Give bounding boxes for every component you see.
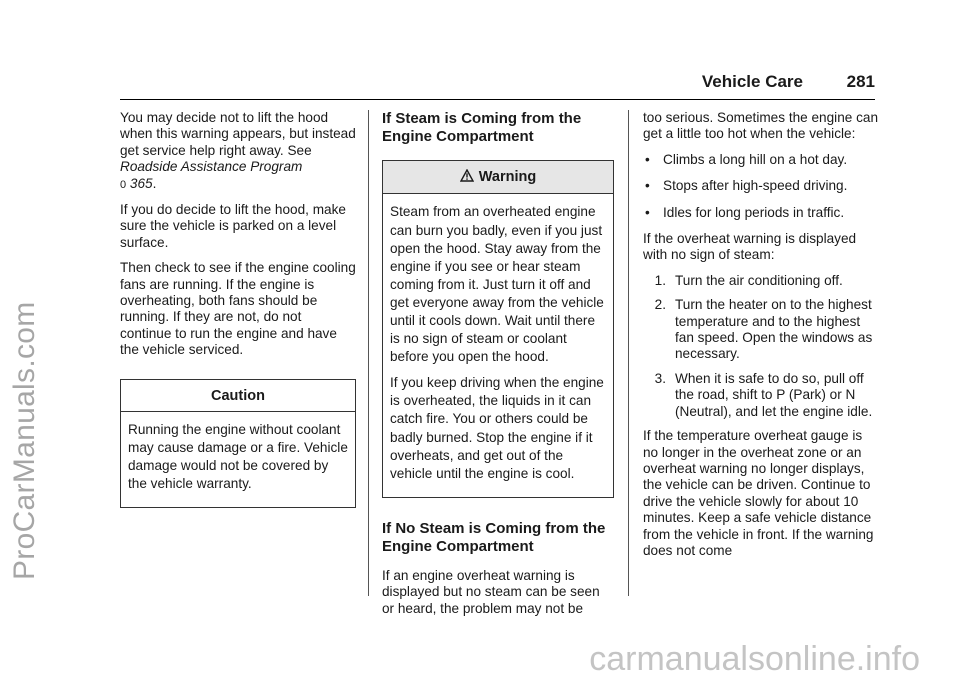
list-item: • Idles for long periods in traffic. — [645, 204, 845, 220]
list-item: • Climbs a long hill on a hot day. — [645, 151, 848, 167]
page-ref-icon: 0 — [120, 178, 127, 191]
warning-body: Steam from an overheated engine can burn you badly, even if you just open the hood. Stay away from the engine if you see or hear steam coming from it. Just turn it off and get everyone away from the vehicle until it cools down. Wait until there is no sign of steam or coolant before you open the hood. If you keep driving when the engine is overheated, the liquids in it can catch fire. You or others could be badly burned. Stop the engine if it overheats, and get out of the vehicle until the engine is cool. — [390, 204, 604, 481]
section-heading: If Steam is Coming from the Engine Compartment — [382, 110, 582, 145]
page-header — [120, 70, 875, 100]
numbered-step: 2. Turn the heater on to the highest temperature and to the highest fan speed. Open the windows as necessary. — [654, 297, 873, 362]
paragraph: too serious. Sometimes the engine can get a little too hot when the vehicle: — [643, 110, 879, 142]
bottom-watermark: carmanualsonline.info — [589, 640, 920, 678]
page-ref-number[interactable]: 365 — [129, 175, 153, 191]
warning-title: Warning — [478, 169, 537, 185]
column-right — [643, 110, 879, 568]
section-heading: If No Steam is Coming from the Engine Compartment — [382, 519, 606, 555]
warning-triangle-icon — [460, 169, 474, 186]
paragraph: Then check to see if the engine cooling fans are running. If the engine is overheating, both fans should be running. If they are not, do not continue to run the engine and have the vehicle serviced. — [120, 260, 356, 358]
section-title: Vehicle Care — [701, 72, 803, 91]
paragraph: If the overheat warning is displayed with no sign of steam: — [643, 231, 857, 263]
warning-box — [382, 160, 614, 498]
warning-header — [383, 161, 613, 194]
numbered-step: 1. Turn the air conditioning off. — [654, 272, 843, 288]
paragraph: If an engine overheat warning is displayed but no steam can be seen or heard, the problem may not be — [382, 567, 600, 616]
side-watermark: ProCarManuals.com — [8, 301, 41, 580]
column-divider — [368, 110, 369, 596]
header-rule — [120, 99, 875, 100]
paragraph: You may decide not to lift the hood when this warning appears, but instead get service help right away. See Roadside Assistance Program 0 365. — [120, 110, 356, 191]
column-left — [120, 110, 356, 530]
roadside-assistance-link[interactable]: Roadside Assistance Program — [120, 159, 303, 175]
numbered-step: 3. When it is safe to do so, pull off the road, shift to P (Park) or N (Neutral), and let the engine idle. — [654, 370, 873, 419]
paragraph: If you do decide to lift the hood, make sure the vehicle is parked on a level surface. — [120, 202, 346, 250]
column-middle — [382, 110, 614, 626]
caution-box — [120, 379, 356, 509]
list-item: • Stops after high-speed driving. — [645, 178, 848, 194]
paragraph: If the temperature overheat gauge is no longer in the overheat zone or an overheat warning no longer displays, the vehicle can be driven. Continue to drive the vehicle slowly for about 10 minutes. Keep a safe vehicle distance from the vehicle in front. If the warning does not come — [643, 428, 874, 558]
caution-title: Caution — [121, 380, 355, 412]
caution-body: Running the engine without coolant may cause damage or a fire. Vehicle damage would not be covered by the vehicle warranty. — [128, 422, 348, 492]
page-number: 281 — [846, 72, 875, 91]
column-divider — [628, 110, 629, 596]
